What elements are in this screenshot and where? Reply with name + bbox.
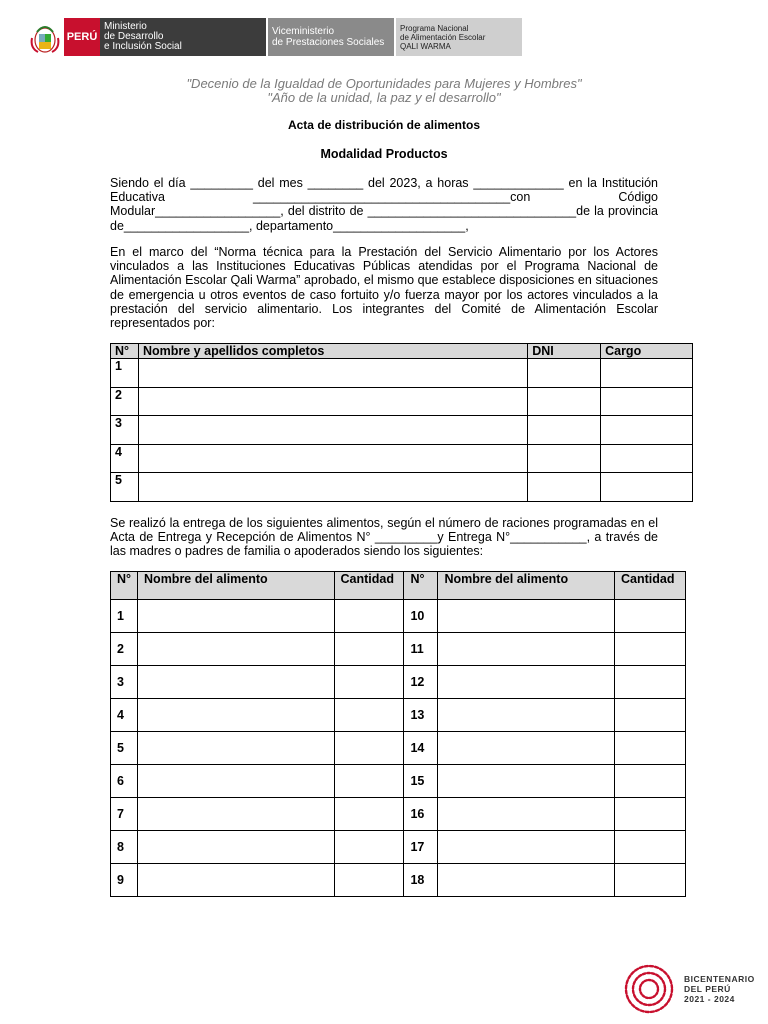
row-number: 8 <box>111 831 138 864</box>
col-number-header: N° <box>111 344 139 359</box>
quantity-cell[interactable] <box>615 633 686 666</box>
table-row <box>111 666 686 699</box>
ministerio-line: Ministerio <box>104 21 147 32</box>
food-name-cell[interactable] <box>438 600 615 633</box>
table-row <box>111 444 693 473</box>
food-name-cell[interactable] <box>438 831 615 864</box>
row-number: 1 <box>111 359 139 388</box>
quantity-cell[interactable] <box>334 864 404 897</box>
col-food-name-header: Nombre del alimento <box>438 572 615 600</box>
row-number: 1 <box>111 600 138 633</box>
cargo-cell[interactable] <box>601 359 693 388</box>
row-number: 4 <box>111 699 138 732</box>
quantity-cell[interactable] <box>334 732 404 765</box>
document-title: Acta de distribución de alimentos <box>287 118 481 132</box>
bicentenario-years: 2021 - 2024 <box>684 994 735 1004</box>
viceministerio-line: de Prestaciones Sociales <box>272 37 385 48</box>
dni-cell[interactable] <box>528 444 601 473</box>
food-items-table <box>110 571 686 897</box>
peru-label: PERÚ <box>66 31 98 43</box>
row-number: 5 <box>111 732 138 765</box>
food-name-cell[interactable] <box>138 864 334 897</box>
framework-paragraph: En el marco del “Norma técnica para la Prestación del Servicio Alimentario por los Actores vinculados a las Instituciones Educativas Públicas atendidas por el Programa Nacional de Alimentación Escolar Qali Warma” aprobado, el mismo que establece disposiciones en situaciones de emergencia u otros eventos de caso fortuito y/o fuerza mayor por los actores vinculados a la prestación del servicio alimentario. Los integrantes del Comité de Alimentación Escolar representados por: <box>110 245 658 331</box>
name-cell[interactable] <box>138 359 527 388</box>
delivery-paragraph: Se realizó la entrega de los siguientes alimentos, según el número de raciones programadas en el Acta de Entrega y Recepción de Alimentos N° _________y Entrega N°___________, a través de las madres o padres de familia o apoderados siendo los siguientes: <box>110 516 658 559</box>
quantity-cell[interactable] <box>334 699 404 732</box>
food-name-cell[interactable] <box>438 765 615 798</box>
quantity-cell[interactable] <box>334 765 404 798</box>
document-subtitle: Modalidad Productos <box>320 147 448 161</box>
food-name-cell[interactable] <box>438 699 615 732</box>
table-row <box>111 600 686 633</box>
food-name-cell[interactable] <box>138 633 334 666</box>
table-row <box>111 798 686 831</box>
col-cargo-header: Cargo <box>601 344 693 359</box>
food-name-cell[interactable] <box>438 633 615 666</box>
name-cell[interactable] <box>138 444 527 473</box>
row-number: 3 <box>111 666 138 699</box>
row-number: 18 <box>404 864 438 897</box>
decenio-motto <box>0 77 768 105</box>
table-row <box>111 416 693 445</box>
col-food-name-header: Nombre del alimento <box>138 572 334 600</box>
food-name-cell[interactable] <box>138 831 334 864</box>
col-quantity-header: Cantidad <box>334 572 404 600</box>
food-name-cell[interactable] <box>138 699 334 732</box>
col-quantity-header: Cantidad <box>615 572 686 600</box>
food-name-cell[interactable] <box>438 864 615 897</box>
row-number: 13 <box>404 699 438 732</box>
bicentenario-line: BICENTENARIO <box>684 974 755 984</box>
ministerio-line: e Inclusión Social <box>104 41 182 52</box>
row-number: 16 <box>404 798 438 831</box>
food-name-cell[interactable] <box>138 765 334 798</box>
bicentenario-logo <box>622 962 755 1016</box>
row-number: 2 <box>111 633 138 666</box>
row-number: 7 <box>111 798 138 831</box>
dni-cell[interactable] <box>528 359 601 388</box>
table-row <box>111 831 686 864</box>
quantity-cell[interactable] <box>615 765 686 798</box>
bicentenario-line: DEL PERÚ <box>684 984 731 994</box>
name-cell[interactable] <box>138 473 527 502</box>
quantity-cell[interactable] <box>334 666 404 699</box>
table-row <box>111 699 686 732</box>
quantity-cell[interactable] <box>615 732 686 765</box>
col-number-header: N° <box>111 572 138 600</box>
year-motto-line: "Año de la unidad, la paz y el desarrollo" <box>267 90 501 105</box>
col-number-header: N° <box>404 572 438 600</box>
viceministerio-line: Viceministerio <box>272 26 335 37</box>
quantity-cell[interactable] <box>615 699 686 732</box>
row-number: 10 <box>404 600 438 633</box>
committee-members-table <box>110 343 693 502</box>
quantity-cell[interactable] <box>615 831 686 864</box>
intro-paragraph: Siendo el día _________ del mes ________ del 2023, a horas _____________ en la Institución Educativa _____________________________________con Código Modular__________________, del distrito de ______________________________de la provincia de__________________, departamento___________________, <box>110 176 658 233</box>
food-name-cell[interactable] <box>138 666 334 699</box>
food-name-cell[interactable] <box>138 732 334 765</box>
cargo-cell[interactable] <box>601 416 693 445</box>
row-number: 4 <box>111 444 139 473</box>
food-name-cell[interactable] <box>138 798 334 831</box>
bicentenario-emblem-icon <box>622 962 676 1016</box>
institutional-header <box>28 18 522 56</box>
col-dni-header: DNI <box>528 344 601 359</box>
quantity-cell[interactable] <box>334 831 404 864</box>
dni-cell[interactable] <box>528 387 601 416</box>
name-cell[interactable] <box>138 387 527 416</box>
quantity-cell[interactable] <box>334 600 404 633</box>
row-number: 17 <box>404 831 438 864</box>
cargo-cell[interactable] <box>601 387 693 416</box>
viceministerio-box <box>268 18 394 56</box>
row-number: 15 <box>404 765 438 798</box>
quantity-cell[interactable] <box>615 798 686 831</box>
food-name-cell[interactable] <box>438 732 615 765</box>
programa-line: de Alimentación Escolar <box>400 33 486 42</box>
dni-cell[interactable] <box>528 416 601 445</box>
table-header-row <box>111 572 686 600</box>
programa-line: Programa Nacional <box>400 24 469 33</box>
cargo-cell[interactable] <box>601 473 693 502</box>
table-row <box>111 473 693 502</box>
quantity-cell[interactable] <box>334 798 404 831</box>
food-name-cell[interactable] <box>438 798 615 831</box>
table-header-row <box>111 344 693 359</box>
food-name-cell[interactable] <box>438 666 615 699</box>
cargo-cell[interactable] <box>601 444 693 473</box>
row-number: 2 <box>111 387 139 416</box>
programa-box <box>396 18 522 56</box>
decenio-line: "Decenio de la Igualdad de Oportunidades para Mujeres y Hombres" <box>186 76 582 91</box>
table-row <box>111 732 686 765</box>
row-number: 9 <box>111 864 138 897</box>
row-number: 14 <box>404 732 438 765</box>
peru-brand-box <box>64 18 100 56</box>
dni-cell[interactable] <box>528 473 601 502</box>
food-name-cell[interactable] <box>138 600 334 633</box>
quantity-cell[interactable] <box>615 600 686 633</box>
row-number: 5 <box>111 473 139 502</box>
table-row <box>111 633 686 666</box>
quantity-cell[interactable] <box>615 864 686 897</box>
row-number: 11 <box>404 633 438 666</box>
coat-of-arms-icon <box>28 18 62 56</box>
bicentenario-text <box>684 974 755 1004</box>
quantity-cell[interactable] <box>615 666 686 699</box>
row-number: 3 <box>111 416 139 445</box>
row-number: 12 <box>404 666 438 699</box>
ministerio-line: de Desarrollo <box>104 31 164 42</box>
table-row <box>111 359 693 388</box>
name-cell[interactable] <box>138 416 527 445</box>
table-row <box>111 387 693 416</box>
col-name-header: Nombre y apellidos completos <box>138 344 527 359</box>
quantity-cell[interactable] <box>334 633 404 666</box>
table-row <box>111 864 686 897</box>
table-row <box>111 765 686 798</box>
programa-line: QALI WARMA <box>400 42 451 51</box>
ministerio-box <box>100 18 266 56</box>
row-number: 6 <box>111 765 138 798</box>
